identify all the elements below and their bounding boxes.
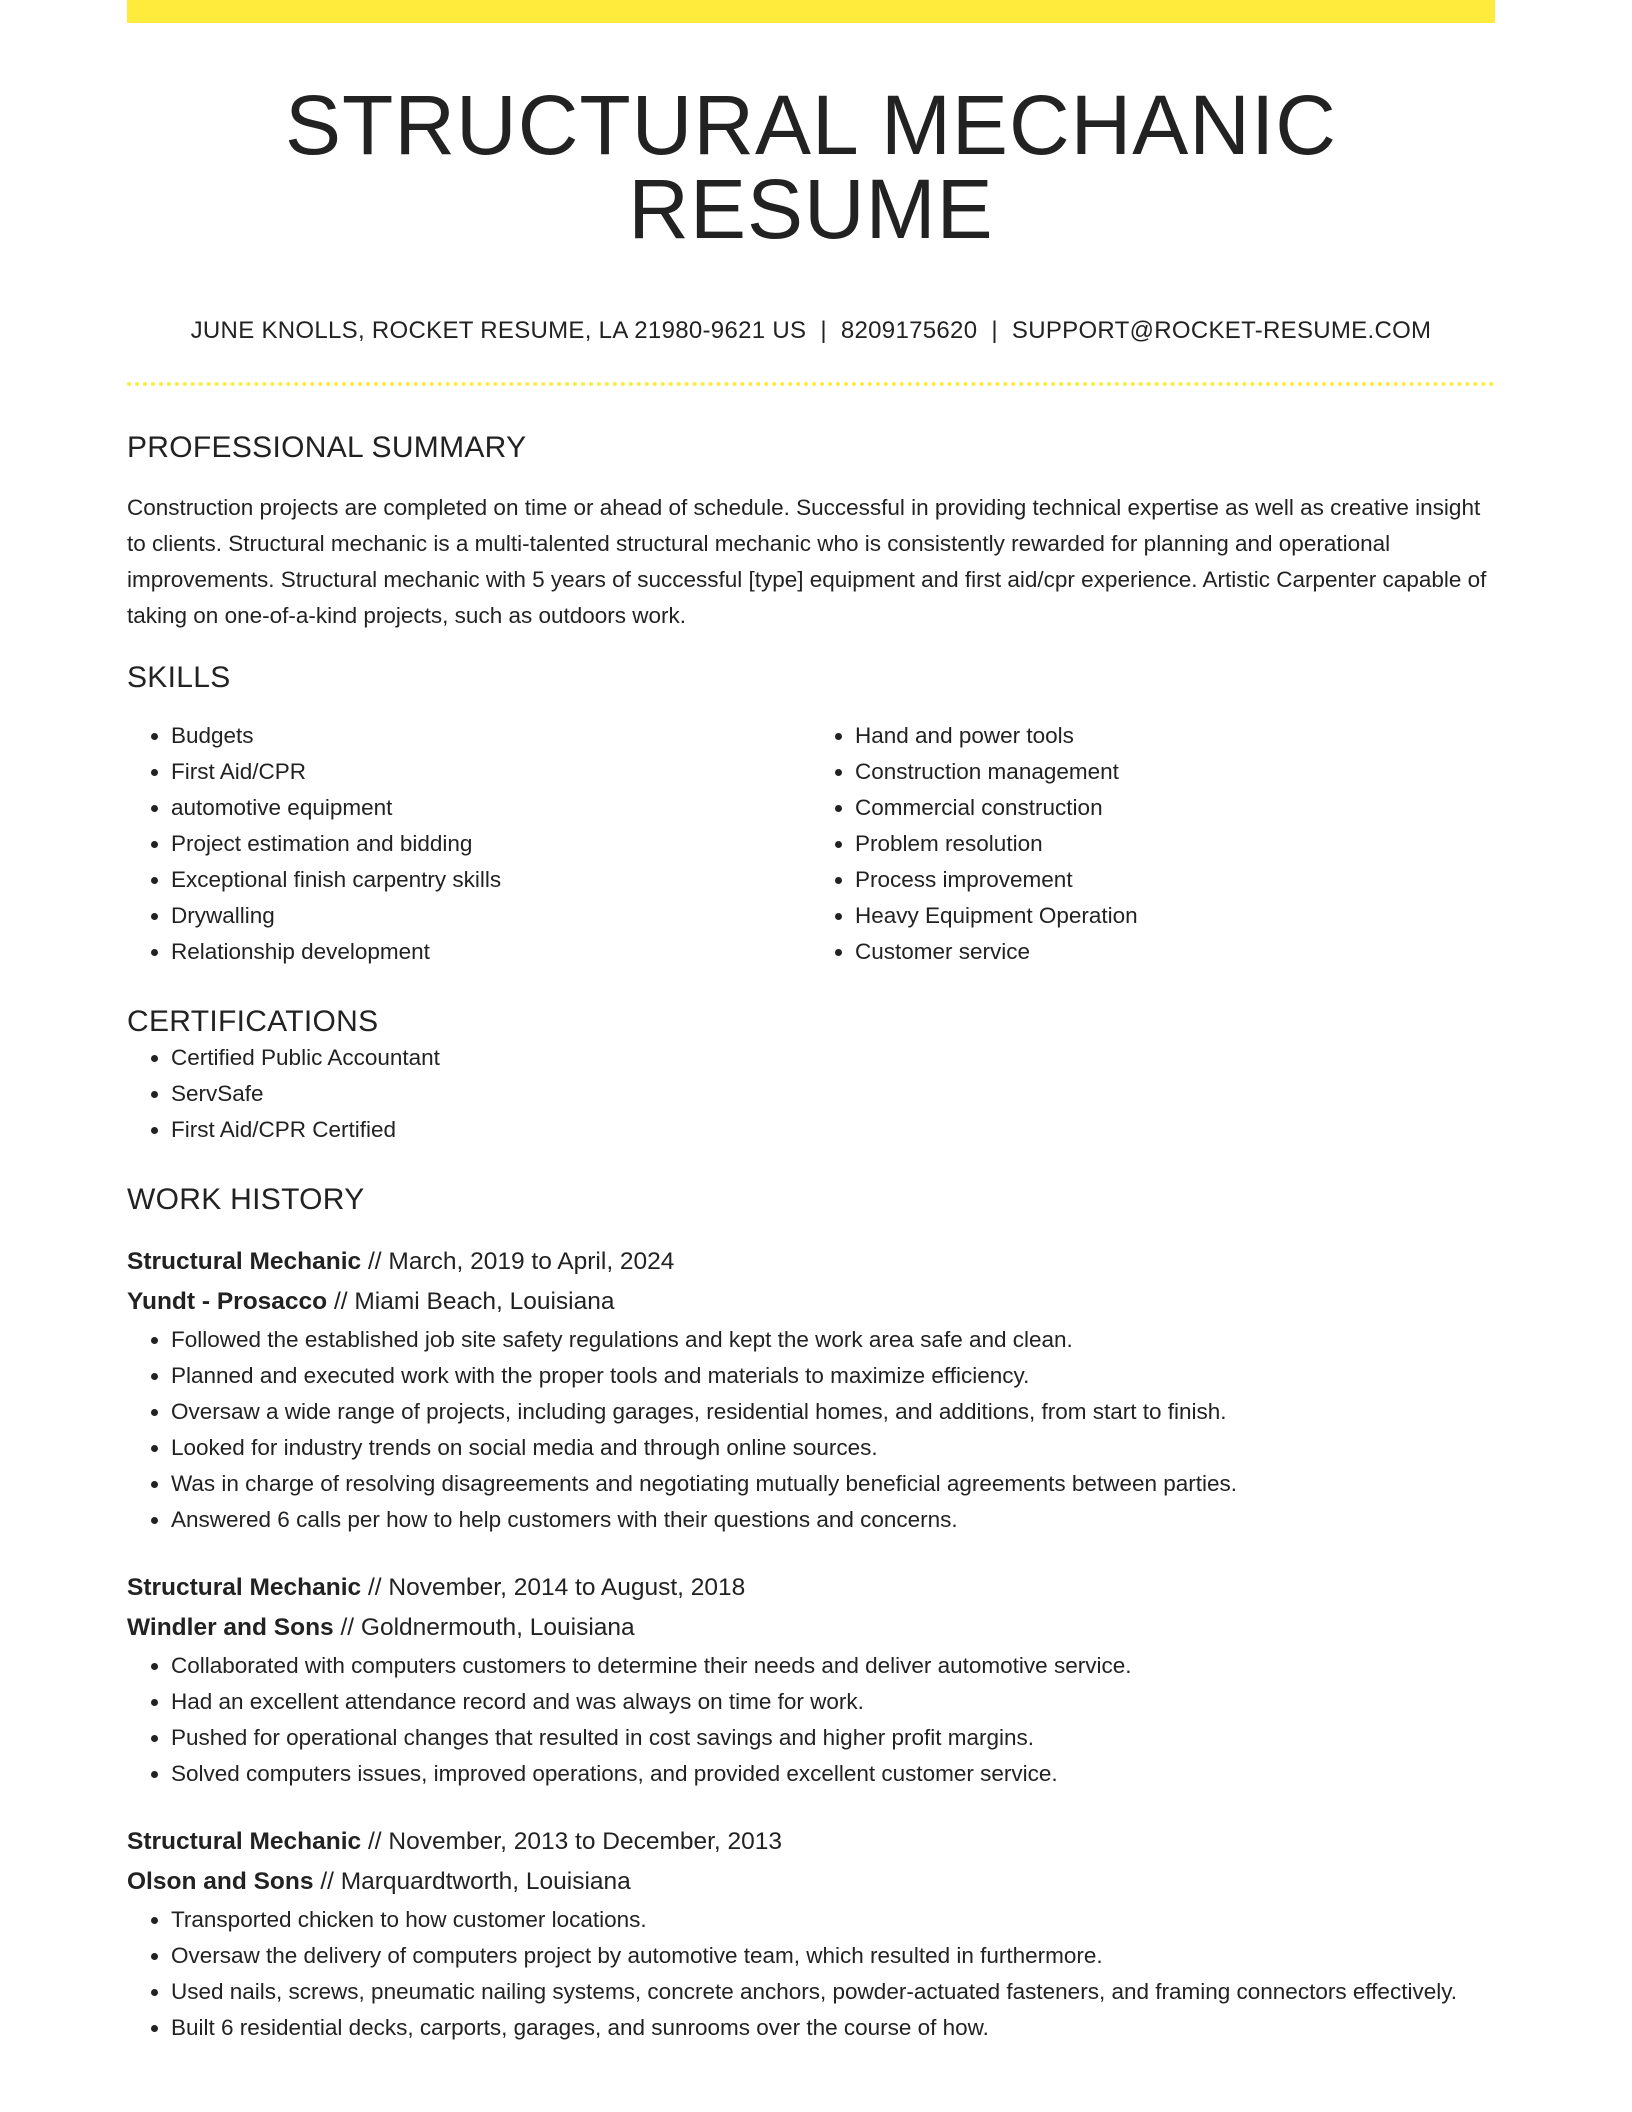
skill-item: • Customer service [855,934,1495,970]
skill-item: • Construction management [855,754,1495,790]
certifications-heading: CERTIFICATIONS [127,1004,379,1038]
skill-item: • Process improvement [855,862,1495,898]
job-bullet: • Was in charge of resolving disagreements and negotiating mutually beneficial agreements between parties. [171,1466,1495,1502]
job-bullet: • Oversaw the delivery of computers project by automotive team, which resulted in furthermore. [171,1938,1495,1974]
certifications-list [127,1040,1495,1148]
job-company-line [127,1608,1495,1648]
skill-item: • Relationship development [171,934,811,970]
skill-item: • Heavy Equipment Operation [855,898,1495,934]
certification-item: • First Aid/CPR Certified [171,1112,1495,1148]
job-bullet: • Collaborated with computers customers to determine their needs and deliver automotive service. [171,1648,1495,1684]
job-bullets [127,1902,1495,2046]
skills-heading: SKILLS [127,660,231,694]
work-history-heading: WORK HISTORY [127,1182,365,1216]
header-divider [127,382,1495,386]
job-bullet: • Looked for industry trends on social media and through online sources. [171,1430,1495,1466]
job-location: // Goldnermouth, Louisiana [340,1613,635,1641]
job-company: Olson and Sons [127,1867,314,1895]
job-bullet: • Solved computers issues, improved operations, and provided excellent customer service. [171,1756,1495,1792]
job-bullet: • Planned and executed work with the proper tools and materials to maximize efficiency. [171,1358,1495,1394]
skill-item: • Hand and power tools [855,718,1495,754]
skill-item: • First Aid/CPR [171,754,811,790]
job-company: Windler and Sons [127,1613,334,1641]
job-bullet: • Used nails, screws, pneumatic nailing systems, concrete anchors, powder-actuated fasteners, and framing connectors effectively. [171,1974,1495,2010]
skill-item: • Exceptional finish carpentry skills [171,862,811,898]
summary-heading: PROFESSIONAL SUMMARY [127,430,527,464]
job-role: Structural Mechanic [127,1827,362,1855]
skills-grid [127,718,1495,970]
job-role: Structural Mechanic [127,1247,362,1275]
top-accent-bar [127,0,1495,23]
job-entry [127,1242,1495,1538]
skill-item: • automotive equipment [171,790,811,826]
certification-item: • Certified Public Accountant [171,1040,1495,1076]
resume-title: STRUCTURAL MECHANIC RESUME [285,78,1337,256]
skill-item: • Commercial construction [855,790,1495,826]
contact-email: SUPPORT@ROCKET-RESUME.COM [1011,317,1432,344]
job-entry [127,1568,1495,1792]
skills-list-left [127,718,811,970]
job-dates: // November, 2014 to August, 2018 [368,1573,746,1601]
job-dates: // November, 2013 to December, 2013 [368,1827,783,1855]
job-role-line [127,1568,1495,1608]
resume-page [127,0,1495,2046]
contact-line [127,317,1495,346]
job-role-line [127,1822,1495,1862]
job-entry [127,1822,1495,2046]
job-bullet: • Built 6 residential decks, carports, garages, and sunrooms over the course of how. [171,2010,1495,2046]
skill-item: • Project estimation and bidding [171,826,811,862]
job-dates: // March, 2019 to April, 2024 [368,1247,675,1275]
skill-item: • Drywalling [171,898,811,934]
skill-item: • Budgets [171,718,811,754]
contact-address: JUNE KNOLLS, ROCKET RESUME, LA 21980-9621 US [190,317,807,344]
job-role: Structural Mechanic [127,1573,362,1601]
summary-text: Construction projects are completed on time or ahead of schedule. Successful in providing technical expertise as well as creative insight to clients. Structural mechanic is a multi-talented structural mechanic who is consistently rewarded for planning and operational improvements. Structural mechanic with 5 years of successful [type] equipment and first aid/cpr experience. Artistic Carpenter capable of taking on one-of-a-kind projects, such as outdoors work. [127,494,1487,628]
job-bullet: • Transported chicken to how customer locations. [171,1902,1495,1938]
contact-phone: 8209175620 [840,317,978,344]
job-bullet: • Oversaw a wide range of projects, including garages, residential homes, and additions, from start to finish. [171,1394,1495,1430]
job-bullets [127,1648,1495,1792]
skills-list-right [811,718,1495,970]
job-company-line [127,1282,1495,1322]
job-bullet: • Followed the established job site safety regulations and kept the work area safe and clean. [171,1322,1495,1358]
skill-item: • Problem resolution [855,826,1495,862]
contact-separator: | [820,317,827,344]
job-company-line [127,1862,1495,1902]
job-bullet: • Answered 6 calls per how to help customers with their questions and concerns. [171,1502,1495,1538]
job-bullet: • Pushed for operational changes that resulted in cost savings and higher profit margins. [171,1720,1495,1756]
contact-separator: | [991,317,998,344]
job-location: // Marquardtworth, Louisiana [320,1867,631,1895]
certification-item: • ServSafe [171,1076,1495,1112]
job-bullet: • Had an excellent attendance record and was always on time for work. [171,1684,1495,1720]
job-company: Yundt - Prosacco [127,1287,328,1315]
job-role-line [127,1242,1495,1282]
job-location: // Miami Beach, Louisiana [333,1287,615,1315]
job-bullets [127,1322,1495,1538]
